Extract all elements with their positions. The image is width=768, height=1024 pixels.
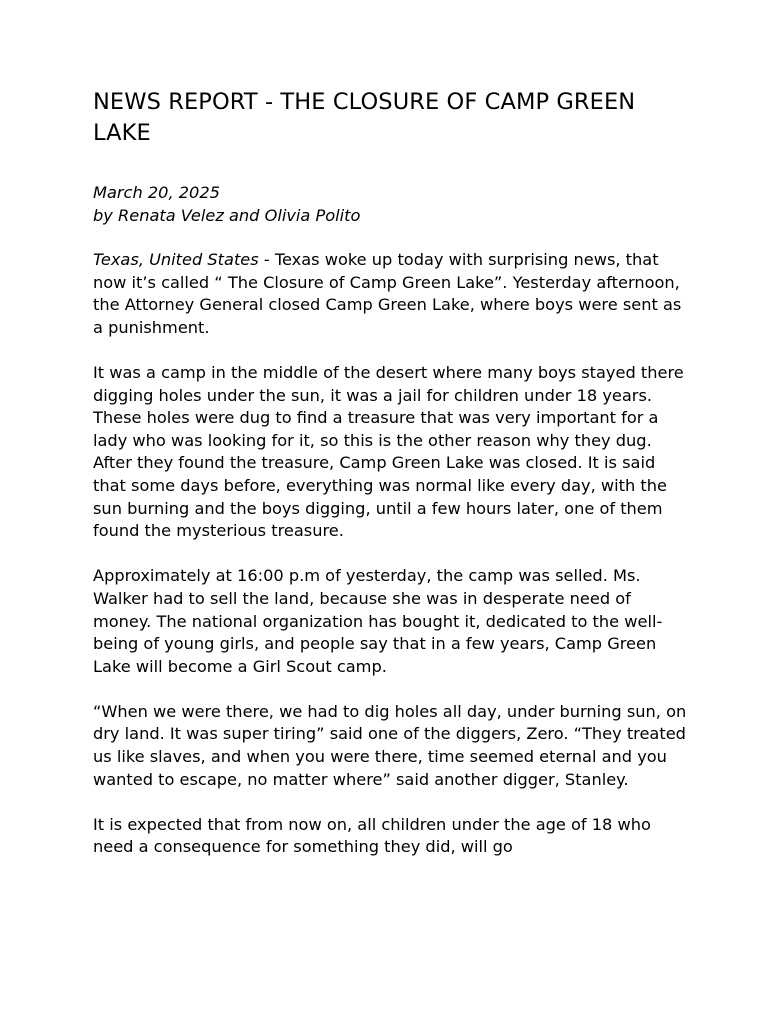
article-byline: by Renata Velez and Olivia Polito [93, 206, 361, 225]
paragraph-1 [93, 249, 688, 339]
paragraph-5: It is expected that from now on, all children under the age of 18 who need a consequence for something they did, will go [93, 814, 651, 857]
article-title: NEWS REPORT - THE CLOSURE OF CAMP GREEN LAKE [93, 89, 636, 146]
paragraph-2: It was a camp in the middle of the desert where many boys stayed there digging holes under the sun, it was a jail for children under 18 years. These holes were dug to find a treasure that was very important for a lady who was looking for it, so this is the other reason why they dug. After they found the treasure, Camp Green Lake was closed. It is said that some days before, everything was normal like every day, with the sun burning and the boys digging, until a few hours later, one of them found the mysterious treasure. [93, 362, 684, 541]
article-date: March 20, 2025 [93, 183, 220, 202]
paragraph-4: “When we were there, we had to dig holes all day, under burning sun, on dry land. It was super tiring” said one of the diggers, Zero. “They treated us like slaves, and when you were there, time seemed eternal and you wanted to escape, no matter where” said another digger, Stanley. [93, 701, 687, 789]
dateline-separator: - [258, 250, 275, 269]
article-meta [93, 181, 688, 227]
article-dateline: Texas, United States [93, 250, 259, 269]
paragraph-1-text: Texas woke up today with surprising news, that now it’s called “ The Closure of Camp Green Lake”. Yesterday afternoon, the Attorney General closed Camp Green Lake, where boys were sent as a punishment. [93, 250, 682, 337]
paragraph-3: Approximately at 16:00 p.m of yesterday, the camp was selled. Ms. Walker had to sell the land, because she was in desperate need of money. The national organization has bought it, dedicated to the well-being of young girls, and people say that in a few years, Camp Green Lake will become a Girl Scout camp. [93, 566, 663, 676]
